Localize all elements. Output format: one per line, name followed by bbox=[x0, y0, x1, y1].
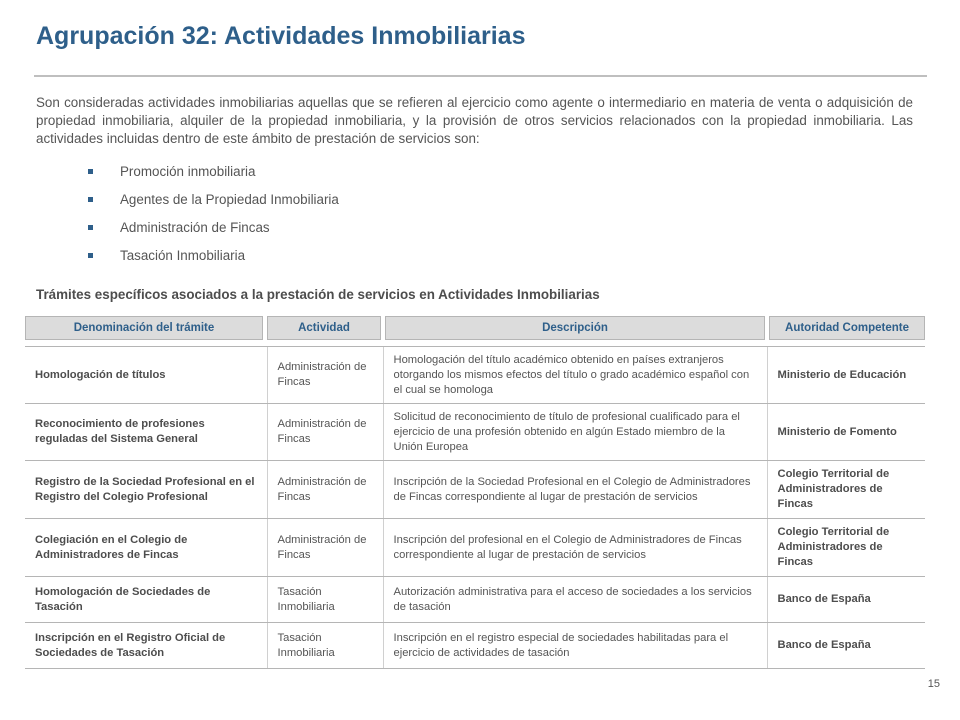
cell-autoridad: Ministerio de Fomento bbox=[767, 404, 925, 461]
cell-actividad: Administración de Fincas bbox=[267, 347, 383, 404]
table-header bbox=[25, 316, 925, 340]
cell-tramite: Reconocimiento de profesiones reguladas del Sistema General bbox=[25, 404, 267, 461]
title-divider bbox=[34, 75, 927, 77]
table-row bbox=[25, 577, 925, 623]
table-row bbox=[25, 404, 925, 461]
list-item-label: Tasación Inmobiliaria bbox=[120, 248, 246, 263]
cell-tramite: Inscripción en el Registro Oficial de Sociedades de Tasación bbox=[25, 623, 267, 669]
cell-actividad: Administración de Fincas bbox=[267, 404, 383, 461]
square-bullet-icon bbox=[88, 169, 93, 174]
cell-autoridad: Banco de España bbox=[767, 623, 925, 669]
cell-actividad: Tasación Inmobiliaria bbox=[267, 577, 383, 623]
cell-actividad: Administración de Fincas bbox=[267, 519, 383, 577]
table-row bbox=[25, 519, 925, 577]
cell-actividad: Administración de Fincas bbox=[267, 461, 383, 519]
cell-actividad: Tasación Inmobiliaria bbox=[267, 623, 383, 669]
procedures-table bbox=[25, 346, 925, 669]
list-item bbox=[88, 216, 339, 244]
cell-autoridad: Colegio Territorial de Administradores de Fincas bbox=[767, 519, 925, 577]
cell-autoridad: Colegio Territorial de Administradores de Fincas bbox=[767, 461, 925, 519]
cell-tramite: Colegiación en el Colegio de Administradores de Fincas bbox=[25, 519, 267, 577]
cell-descripcion: Solicitud de reconocimiento de título de profesional cualificado para el ejercicio de una profesión obtenido en algún Estado miembro de la Unión Europea bbox=[383, 404, 767, 461]
header-descripcion: Descripción bbox=[385, 316, 765, 340]
list-item-label: Administración de Fincas bbox=[120, 220, 270, 235]
cell-descripcion: Inscripción en el registro especial de sociedades habilitadas para el ejercicio de actividades de tasación bbox=[383, 623, 767, 669]
square-bullet-icon bbox=[88, 253, 93, 258]
cell-descripcion: Autorización administrativa para el acceso de sociedades a los servicios de tasación bbox=[383, 577, 767, 623]
list-item bbox=[88, 188, 339, 216]
activity-list bbox=[88, 160, 339, 272]
list-item bbox=[88, 244, 339, 272]
square-bullet-icon bbox=[88, 197, 93, 202]
cell-tramite: Registro de la Sociedad Profesional en el Registro del Colegio Profesional bbox=[25, 461, 267, 519]
cell-descripcion: Homologación del título académico obtenido en países extranjeros otorgando los mismos efectos del título o grado académico español con el cual se homologa bbox=[383, 347, 767, 404]
cell-descripcion: Inscripción del profesional en el Colegio de Administradores de Fincas correspondiente al lugar de prestación de servicios bbox=[383, 519, 767, 577]
cell-autoridad: Ministerio de Educación bbox=[767, 347, 925, 404]
page-number: 15 bbox=[927, 678, 940, 690]
cell-tramite: Homologación de Sociedades de Tasación bbox=[25, 577, 267, 623]
cell-tramite: Homologación de títulos bbox=[25, 347, 267, 404]
table-title: Trámites específicos asociados a la prestación de servicios en Actividades Inmobiliarias bbox=[36, 287, 600, 302]
table-row bbox=[25, 623, 925, 669]
header-actividad: Actividad bbox=[267, 316, 381, 340]
table-row bbox=[25, 461, 925, 519]
list-item bbox=[88, 160, 339, 188]
cell-autoridad: Banco de España bbox=[767, 577, 925, 623]
cell-descripcion: Inscripción de la Sociedad Profesional en el Colegio de Administradores de Fincas correspondiente al lugar de prestación de servicios bbox=[383, 461, 767, 519]
table-row bbox=[25, 347, 925, 404]
intro-paragraph: Son consideradas actividades inmobiliarias aquellas que se refieren al ejercicio como agente o intermediario en materia de venta o adquisición de propiedad inmobiliaria, alquiler de la propiedad inmobiliaria, y la provisión de otros servicios relacionados con la propiedad inmobiliaria. Las actividades incluidas dentro de este ámbito de prestación de servicios son: bbox=[36, 95, 913, 146]
page-title: Agrupación 32: Actividades Inmobiliarias bbox=[36, 22, 526, 50]
square-bullet-icon bbox=[88, 225, 93, 230]
list-item-label: Promoción inmobiliaria bbox=[120, 164, 256, 179]
header-tramite: Denominación del trámite bbox=[25, 316, 263, 340]
list-item-label: Agentes de la Propiedad Inmobiliaria bbox=[120, 192, 339, 207]
header-autoridad: Autoridad Competente bbox=[769, 316, 925, 340]
